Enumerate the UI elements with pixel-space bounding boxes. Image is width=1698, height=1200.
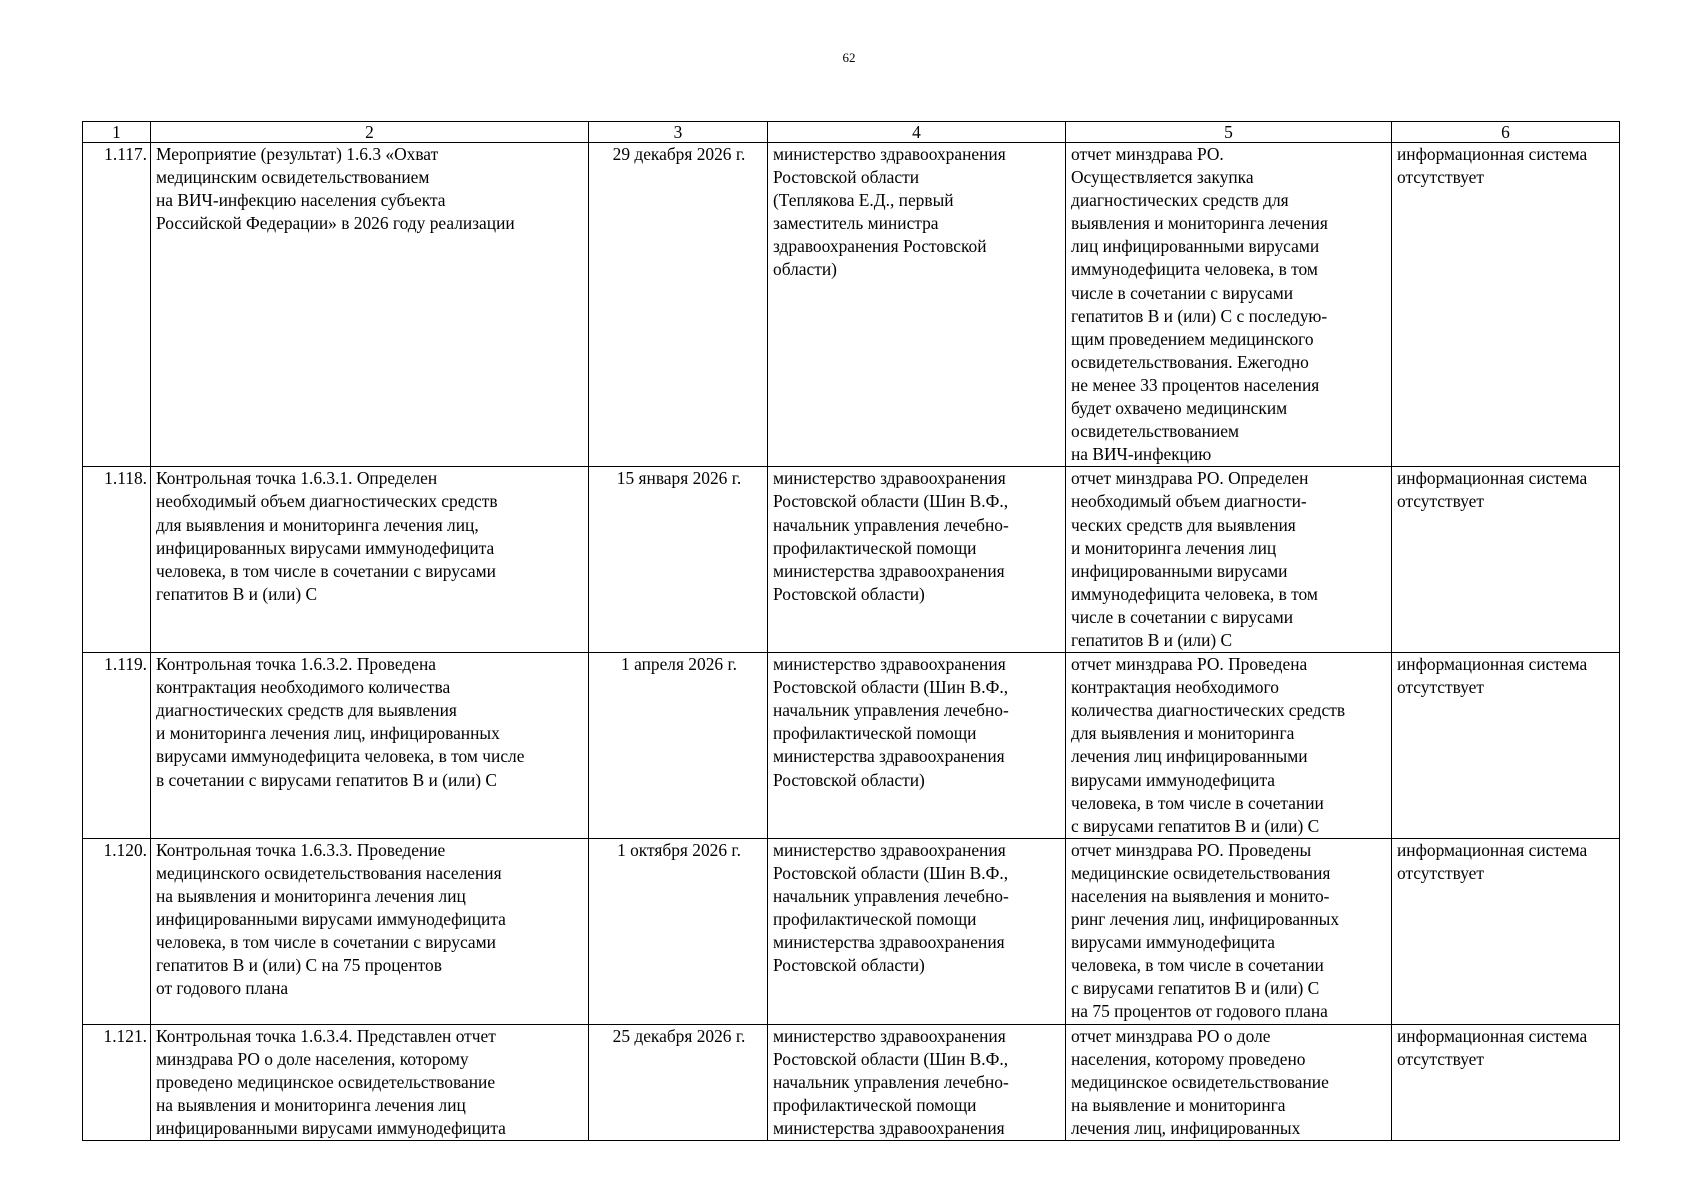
- cell-text-line: отсутствует: [1397, 677, 1484, 698]
- cell-text-line: министерства здравоохранения: [773, 560, 1005, 581]
- row-number-cell: 1.121.: [83, 1024, 151, 1140]
- cell-text-line: начальник управления лечебно-: [773, 1071, 1009, 1092]
- cell-text-line: на выявление и мониторинга: [1071, 1094, 1286, 1115]
- cell-text-line: медицинское освидетельствование: [1071, 1071, 1329, 1092]
- cell-text-line: ринг лечения лиц, инфицированных: [1071, 909, 1340, 930]
- cell-text-line: населения, которому проведено: [1071, 1048, 1306, 1069]
- cell-text-line: диагностических средств для выявления: [156, 700, 457, 721]
- row-number-cell: 1.119.: [83, 653, 151, 839]
- cell-text-line: медицинские освидетельствования: [1071, 862, 1331, 883]
- cell-text-line: Ростовской области (Шин В.Ф.,: [773, 862, 1009, 883]
- cell-text-line: иммунодефицита человека, в том: [1071, 583, 1318, 604]
- cell-text-line: отчет минздрава РО. Проведены: [1071, 839, 1312, 860]
- cell-text-line: начальник управления лечебно-: [773, 514, 1009, 535]
- cell-text-line: будет охвачено медицинским: [1071, 398, 1288, 419]
- system-cell: [1392, 1024, 1620, 1140]
- cell-text-line: отчет минздрава РО о доле: [1071, 1025, 1271, 1046]
- event-cell: [151, 653, 589, 839]
- responsible-cell: [768, 143, 1066, 467]
- row-number-cell: 1.120.: [83, 838, 151, 1024]
- result-cell: [1066, 143, 1392, 467]
- cell-text-line: для выявления и мониторинга: [1071, 723, 1295, 744]
- cell-text-line: информационная система: [1397, 839, 1588, 860]
- cell-text-line: не менее 33 процентов населения: [1071, 374, 1320, 395]
- responsible-cell: [768, 838, 1066, 1024]
- event-cell: [151, 1024, 589, 1140]
- cell-text-line: министерство здравоохранения: [773, 839, 1006, 860]
- cell-text-line: медицинского освидетельствования населения: [156, 862, 502, 883]
- cell-text-line: информационная система: [1397, 144, 1588, 164]
- cell-text-line: отсутствует: [1397, 491, 1484, 512]
- cell-text-line: человека, в том числе в сочетании с вирусами: [156, 560, 496, 581]
- responsible-cell: [768, 467, 1066, 653]
- cell-text-line: профилактической помощи: [773, 1094, 977, 1115]
- cell-text-line: гепатитов B и (или) C: [156, 583, 318, 604]
- table-row: [83, 143, 1620, 467]
- cell-text-line: министерства здравоохранения: [773, 1117, 1005, 1138]
- event-cell: [151, 467, 589, 653]
- cell-text-line: профилактической помощи: [773, 723, 977, 744]
- cell-text-line: здравоохранения Ростовской: [773, 236, 987, 257]
- cell-text-line: диагностических средств для: [1071, 190, 1289, 211]
- cell-text-line: гепатитов B и (или) C на 75 процентов: [156, 955, 442, 976]
- cell-text-line: числе в сочетании с вирусами: [1071, 282, 1294, 303]
- cell-text-line: освидетельствования. Ежегодно: [1071, 351, 1309, 372]
- cell-text-line: человека, в том числе в сочетании: [1071, 955, 1324, 976]
- cell-text-line: гепатитов B и (или) C: [1071, 629, 1233, 650]
- cell-text-line: в сочетании с вирусами гепатитов B и (или) C: [156, 769, 497, 790]
- cell-text-line: на ВИЧ-инфекцию населения субъекта: [156, 190, 446, 211]
- cell-text-line: Ростовской области (Шин В.Ф.,: [773, 677, 1009, 698]
- cell-text-line: с вирусами гепатитов B и (или) C: [1071, 978, 1320, 999]
- cell-text-line: информационная система: [1397, 468, 1588, 489]
- row-number-cell: 1.117.: [83, 143, 151, 467]
- column-header: 4: [768, 122, 1066, 143]
- cell-text-line: Ростовской области (Шин В.Ф.,: [773, 1048, 1009, 1069]
- column-header: 3: [589, 122, 768, 143]
- cell-text-line: щим проведением медицинского: [1071, 328, 1314, 349]
- cell-text-line: информационная система: [1397, 654, 1588, 675]
- cell-text-line: человека, в том числе в сочетании: [1071, 792, 1324, 813]
- cell-text-line: отчет минздрава РО. Проведена: [1071, 654, 1308, 675]
- table-row: [83, 1024, 1620, 1140]
- cell-text-line: на 75 процентов от годового плана: [1071, 1001, 1328, 1022]
- result-cell: [1066, 838, 1392, 1024]
- cell-text-line: министерство здравоохранения: [773, 144, 1006, 164]
- cell-text-line: ческих средств для выявления: [1071, 514, 1296, 535]
- cell-text-line: инфицированными вирусами иммунодефицита: [156, 1117, 506, 1138]
- cell-text-line: и мониторинга лечения лиц, инфицированных: [156, 723, 500, 744]
- cell-text-line: числе в сочетании с вирусами: [1071, 606, 1294, 627]
- cell-text-line: контрактация необходимого количества: [156, 677, 451, 698]
- column-header: 1: [83, 122, 151, 143]
- cell-text-line: (Теплякова Е.Д., первый: [773, 190, 954, 211]
- cell-text-line: вирусами иммунодефицита: [1071, 932, 1276, 953]
- cell-text-line: с вирусами гепатитов B и (или) C: [1071, 815, 1320, 836]
- header-row: [83, 122, 1620, 143]
- cell-text-line: Осуществляется закупка: [1071, 167, 1254, 188]
- date-cell: 25 декабря 2026 г.: [589, 1024, 768, 1140]
- date-cell: 1 октября 2026 г.: [589, 838, 768, 1024]
- date-cell: 1 апреля 2026 г.: [589, 653, 768, 839]
- result-cell: [1066, 467, 1392, 653]
- row-number-cell: 1.118.: [83, 467, 151, 653]
- cell-text-line: отсутствует: [1397, 1048, 1484, 1069]
- cell-text-line: отсутствует: [1397, 167, 1484, 188]
- system-cell: [1392, 653, 1620, 839]
- responsible-cell: [768, 653, 1066, 839]
- cell-text-line: лиц инфицированными вирусами: [1071, 236, 1320, 257]
- cell-text-line: отчет минздрава РО. Определен: [1071, 468, 1309, 489]
- cell-text-line: инфицированными вирусами: [1071, 560, 1288, 581]
- cell-text-line: лечения лиц инфицированными: [1071, 746, 1308, 767]
- cell-text-line: проведено медицинское освидетельствование: [156, 1071, 496, 1092]
- cell-text-line: Контрольная точка 1.6.3.2. Проведена: [156, 654, 436, 675]
- cell-text-line: минздрава РО о доле населения, которому: [156, 1048, 469, 1069]
- cell-text-line: министерство здравоохранения: [773, 654, 1006, 675]
- cell-text-line: Ростовской области (Шин В.Ф.,: [773, 491, 1009, 512]
- result-cell: [1066, 653, 1392, 839]
- cell-text-line: вирусами иммунодефицита человека, в том числе: [156, 746, 525, 767]
- cell-text-line: на выявления и мониторинга лечения лиц: [156, 1094, 466, 1115]
- column-header: 5: [1066, 122, 1392, 143]
- cell-text-line: Российской Федерации» в 2026 году реализации: [156, 213, 515, 234]
- cell-text-line: инфицированными вирусами иммунодефицита: [156, 909, 506, 930]
- event-cell: [151, 838, 589, 1024]
- cell-text-line: Ростовской области: [773, 167, 920, 188]
- cell-text-line: вирусами иммунодефицита: [1071, 769, 1276, 790]
- cell-text-line: необходимый объем диагностических средств: [156, 491, 498, 512]
- cell-text-line: профилактической помощи: [773, 537, 977, 558]
- plan-table: [82, 121, 1620, 1141]
- cell-text-line: отсутствует: [1397, 862, 1484, 883]
- cell-text-line: гепатитов B и (или) C с последую-: [1071, 305, 1328, 326]
- cell-text-line: начальник управления лечебно-: [773, 886, 1009, 906]
- table-row: [83, 467, 1620, 653]
- page-number: 62: [842, 50, 856, 65]
- cell-text-line: человека, в том числе в сочетании с вирусами: [156, 932, 496, 953]
- table-row: [83, 653, 1620, 839]
- system-cell: [1392, 467, 1620, 653]
- date-cell: 29 декабря 2026 г.: [589, 143, 768, 467]
- cell-text-line: иммунодефицита человека, в том: [1071, 259, 1318, 280]
- cell-text-line: инфицированных вирусами иммунодефицита: [156, 537, 495, 558]
- cell-text-line: выявления и мониторинга лечения: [1071, 213, 1328, 234]
- responsible-cell: [768, 1024, 1066, 1140]
- cell-text-line: министерство здравоохранения: [773, 468, 1006, 489]
- column-header: 2: [151, 122, 589, 143]
- cell-text-line: освидетельствованием: [1071, 421, 1240, 442]
- table-row: [83, 838, 1620, 1024]
- cell-text-line: начальник управления лечебно-: [773, 700, 1009, 721]
- cell-text-line: для выявления и мониторинга лечения лиц,: [156, 514, 479, 535]
- cell-text-line: Ростовской области): [773, 769, 925, 790]
- cell-text-line: информационная система: [1397, 1025, 1588, 1046]
- system-cell: [1392, 838, 1620, 1024]
- cell-text-line: контрактация необходимого: [1071, 677, 1279, 698]
- cell-text-line: области): [773, 259, 837, 280]
- cell-text-line: и мониторинга лечения лиц: [1071, 537, 1277, 558]
- cell-text-line: на выявления и мониторинга лечения лиц: [156, 886, 466, 906]
- cell-text-line: заместитель министра: [773, 213, 939, 234]
- cell-text-line: необходимый объем диагности-: [1071, 491, 1307, 512]
- event-cell: [151, 143, 589, 467]
- cell-text-line: медицинским освидетельствованием: [156, 167, 430, 188]
- cell-text-line: Мероприятие (результат) 1.6.3 «Охват: [156, 144, 439, 164]
- cell-text-line: Контрольная точка 1.6.3.1. Определен: [156, 468, 438, 489]
- cell-text-line: Ростовской области): [773, 955, 925, 976]
- cell-text-line: лечения лиц, инфицированных: [1071, 1117, 1301, 1138]
- cell-text-line: Контрольная точка 1.6.3.3. Проведение: [156, 839, 446, 860]
- date-cell: 15 января 2026 г.: [589, 467, 768, 653]
- cell-text-line: профилактической помощи: [773, 909, 977, 930]
- cell-text-line: на ВИЧ-инфекцию: [1071, 444, 1212, 465]
- cell-text-line: населения на выявления и монито-: [1071, 886, 1330, 906]
- cell-text-line: министерство здравоохранения: [773, 1025, 1006, 1046]
- cell-text-line: от годового плана: [156, 978, 289, 999]
- result-cell: [1066, 1024, 1392, 1140]
- cell-text-line: количества диагностических средств: [1071, 700, 1346, 721]
- cell-text-line: Ростовской области): [773, 583, 925, 604]
- system-cell: [1392, 143, 1620, 467]
- cell-text-line: Контрольная точка 1.6.3.4. Представлен отчет: [156, 1025, 496, 1046]
- cell-text-line: отчет минздрава РО.: [1071, 144, 1224, 164]
- cell-text-line: министерства здравоохранения: [773, 746, 1005, 767]
- column-header: 6: [1392, 122, 1620, 143]
- cell-text-line: министерства здравоохранения: [773, 932, 1005, 953]
